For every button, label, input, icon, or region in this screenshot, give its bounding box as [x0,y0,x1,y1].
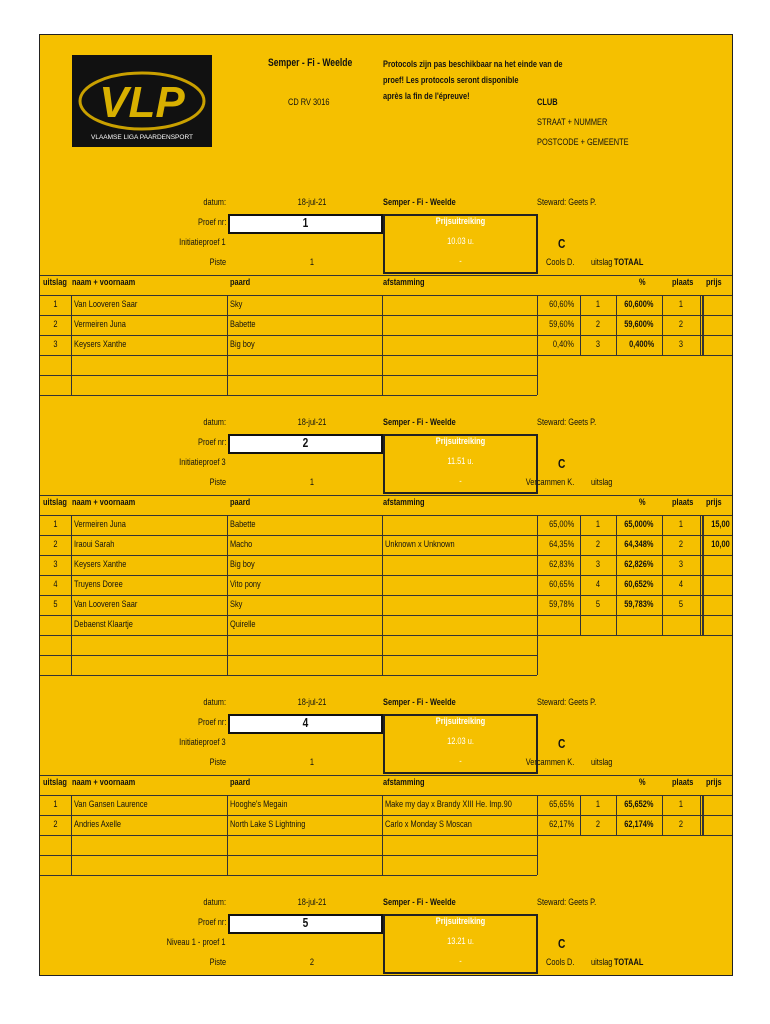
row-line [40,375,537,376]
piste-value: 1 [309,477,315,488]
prijsuitreiking-label: Prijsuitreiking [435,916,486,927]
col-uitslag: uitslag [43,777,67,788]
piste-label: Piste [209,957,226,968]
totaal-label: TOTAAL [614,257,644,268]
row-line [40,795,732,796]
row-prijs: 15,00 [711,519,730,530]
prijsuitreiking-label: Prijsuitreiking [435,436,486,447]
row-rider-name: Keysers Xanthe [74,559,127,570]
notice-line-2: proef! Les protocols seront disponible [383,75,519,86]
row-line [40,635,732,636]
row-line [40,595,732,596]
piste-value: 2 [309,957,315,968]
row-plaats: 3 [678,559,684,570]
row-total: 62,826% [624,559,654,570]
col-naam: naam + voornaam [72,777,136,788]
piste-label: Piste [209,757,226,768]
col-line [537,515,538,675]
col-prijs: prijs [706,777,722,788]
row-plaats: 4 [678,579,684,590]
prijsuitreiking-dash: - [459,956,462,967]
judge-class: C [558,936,566,951]
vlp-logo [72,55,212,147]
judge-class: C [558,736,566,751]
piste-value: 1 [309,757,315,768]
judge-name: Vercammen K. [525,477,574,488]
col-afstamming: afstamming [383,777,425,788]
prijsuitreiking-dash: - [459,756,462,767]
row-line [40,675,537,676]
row-line [40,335,732,336]
row-plaats: 2 [678,819,684,830]
row-total: 59,783% [624,599,654,610]
col-pct: % [639,497,646,508]
row-total: 0,400% [628,339,654,350]
row-percentage: 60,65% [548,579,574,590]
row-plaats: 1 [678,299,684,310]
col-line [71,295,72,395]
row-place: 2 [595,819,601,830]
col-naam: naam + voornaam [72,277,136,288]
row-plaats: 2 [678,539,684,550]
row-horse: North Lake S Lightning [230,819,306,830]
proef-number: 4 [302,715,309,730]
row-place: 3 [595,339,601,350]
section-date: 18-jul-21 [297,697,327,708]
col-afstamming: afstamming [383,497,425,508]
col-line [662,795,663,835]
col-line [382,515,383,675]
uitslag-sub-label: uitslag [591,477,613,488]
row-position: 5 [53,599,58,610]
event-code: CD RV 3016 [288,97,330,108]
club-postcode: POSTCODE + GEMEENTE [537,137,629,148]
col-line [580,795,581,835]
row-line [40,535,732,536]
col-paard: paard [230,277,251,288]
col-line [382,795,383,875]
row-position: 3 [53,339,58,350]
row-total: 59,600% [624,319,654,330]
proef-number: 2 [302,435,309,450]
col-line [580,295,581,355]
col-line [537,795,538,875]
row-line [40,555,732,556]
event-name: Semper - Fi - Weelde [383,197,456,208]
judge-class: C [558,456,566,471]
prijsuitreiking-time: 10.03 u. [447,236,474,247]
row-line [40,315,732,316]
header-line [40,275,732,276]
row-rider-name: Truyens Doree [74,579,123,590]
col-line [71,515,72,675]
col-line [537,295,538,395]
row-total: 65,652% [624,799,654,810]
col-line [700,515,701,635]
row-place: 2 [595,539,601,550]
row-rider-name: Vermeiren Juna [74,319,126,330]
row-line [40,295,732,296]
col-line [227,795,228,875]
header-line [40,775,732,776]
prijs-border [702,515,704,635]
datum-label: datum: [203,897,226,908]
steward-label: Steward: Geets P. [537,897,597,908]
row-horse: Quirelle [230,619,256,630]
event-name: Semper - Fi - Weelde [383,897,456,908]
col-pct: % [639,777,646,788]
prijsuitreiking-dash: - [459,256,462,267]
row-rider-name: Van Gansen Laurence [74,799,148,810]
club-label: CLUB [537,97,558,108]
row-pedigree: Make my day x Brandy XIII He. Imp.90 [385,799,512,810]
prijs-border [702,295,704,355]
row-rider-name: Debaenst Klaartje [74,619,133,630]
row-percentage: 60,60% [548,299,574,310]
row-rider-name: Vermeiren Juna [74,519,126,530]
steward-label: Steward: Geets P. [537,417,597,428]
row-pedigree: Carlo x Monday S Moscan [385,819,472,830]
row-line [40,575,732,576]
steward-label: Steward: Geets P. [537,697,597,708]
judge-name: Cools D. [545,257,574,268]
row-horse: Hooghe's Megain [230,799,288,810]
row-horse: Babette [230,519,256,530]
proef-number: 5 [302,915,309,930]
col-prijs: prijs [706,497,722,508]
col-afstamming: afstamming [383,277,425,288]
row-position: 2 [53,539,58,550]
row-total: 64,348% [624,539,654,550]
col-line [732,795,733,835]
event-title: Semper - Fi - Weelde [268,57,353,69]
row-plaats: 5 [678,599,684,610]
row-percentage: 0,40% [552,339,574,350]
row-line [40,615,732,616]
col-uitslag: uitslag [43,497,67,508]
section-date: 18-jul-21 [297,417,327,428]
prijsuitreiking-time: 13.21 u. [447,936,474,947]
datum-label: datum: [203,197,226,208]
row-percentage: 65,00% [548,519,574,530]
row-percentage: 64,35% [548,539,574,550]
header-line [40,495,732,496]
col-plaats: plaats [672,277,694,288]
col-line [732,295,733,355]
col-plaats: plaats [672,497,694,508]
prijs-border [702,795,704,835]
row-position: 2 [53,319,58,330]
row-position: 4 [53,579,58,590]
row-place: 2 [595,319,601,330]
col-line [227,515,228,675]
row-percentage: 65,65% [548,799,574,810]
proef-label: Proef nr: [197,917,226,928]
uitslag-sub-label: uitslag [591,957,613,968]
col-line [382,295,383,395]
row-line [40,835,732,836]
col-line [700,295,701,355]
row-rider-name: Van Looveren Saar [74,299,138,310]
col-line [227,295,228,395]
club-street: STRAAT + NUMMER [537,117,608,128]
row-horse: Macho [230,539,253,550]
piste-label: Piste [209,257,226,268]
proef-label: Proef nr: [197,217,226,228]
totaal-label: TOTAAL [614,957,644,968]
proef-label: Proef nr: [197,437,226,448]
row-position: 2 [53,819,58,830]
row-position: 3 [53,559,58,570]
logo-caption: VLAAMSE LIGA PAARDENSPORT [91,134,193,141]
uitslag-sub-label: uitslag [591,257,613,268]
row-line [40,855,537,856]
row-horse: Sky [230,599,243,610]
row-position: 1 [53,299,58,310]
col-line [616,515,617,635]
row-rider-name: Iraoui Sarah [74,539,115,550]
row-percentage: 59,78% [548,599,574,610]
datum-label: datum: [203,417,226,428]
row-place: 4 [595,579,601,590]
col-paard: paard [230,497,251,508]
col-line [616,795,617,835]
col-line [71,795,72,875]
datum-label: datum: [203,697,226,708]
col-line [662,515,663,635]
col-paard: paard [230,777,251,788]
col-pct: % [639,277,646,288]
judge-name: Vercammen K. [525,757,574,768]
proef-name: Initiatieproef 3 [179,737,226,748]
row-percentage: 62,17% [548,819,574,830]
row-total: 60,600% [624,299,654,310]
row-pedigree: Unknown x Unknown [385,539,455,550]
row-place: 5 [595,599,601,610]
proef-number: 1 [302,215,309,230]
row-line [40,655,537,656]
col-line [732,515,733,635]
notice-line-3: après la fin de l'épreuve! [383,91,470,102]
row-total: 62,174% [624,819,654,830]
row-position: 1 [53,799,58,810]
row-rider-name: Keysers Xanthe [74,339,127,350]
results-sheet [39,34,733,976]
row-horse: Big boy [230,339,255,350]
uitslag-sub-label: uitslag [591,757,613,768]
row-horse: Big boy [230,559,255,570]
section-date: 18-jul-21 [297,897,327,908]
col-line [580,515,581,635]
col-prijs: prijs [706,277,722,288]
row-plaats: 1 [678,519,684,530]
prijsuitreiking-label: Prijsuitreiking [435,216,486,227]
event-name: Semper - Fi - Weelde [383,417,456,428]
row-place: 3 [595,559,601,570]
event-name: Semper - Fi - Weelde [383,697,456,708]
proef-name: Niveau 1 - proef 1 [167,937,226,948]
prijsuitreiking-time: 12.03 u. [447,736,474,747]
row-horse: Vito pony [230,579,261,590]
row-percentage: 59,60% [548,319,574,330]
col-line [616,295,617,355]
notice-line-1: Protocols zijn pas beschikbaar na het einde van de [383,59,563,70]
row-rider-name: Andries Axelle [74,819,121,830]
row-place: 1 [595,519,601,530]
row-horse: Sky [230,299,243,310]
section-date: 18-jul-21 [297,197,327,208]
col-line [700,795,701,835]
row-line [40,395,537,396]
row-place: 1 [595,799,601,810]
proef-label: Proef nr: [197,717,226,728]
proef-name: Initiatieproef 3 [179,457,226,468]
piste-value: 1 [309,257,315,268]
logo-letters: VLP [99,78,185,127]
row-plaats: 1 [678,799,684,810]
row-total: 65,000% [624,519,654,530]
judge-class: C [558,236,566,251]
row-line [40,515,732,516]
col-naam: naam + voornaam [72,497,136,508]
col-uitslag: uitslag [43,277,67,288]
col-plaats: plaats [672,777,694,788]
row-percentage: 62,83% [548,559,574,570]
row-prijs: 10,00 [711,539,730,550]
judge-name: Cools D. [545,957,574,968]
prijsuitreiking-time: 11.51 u. [447,456,474,467]
proef-name: Initiatieproef 1 [179,237,226,248]
row-place: 1 [595,299,601,310]
prijsuitreiking-label: Prijsuitreiking [435,716,486,727]
steward-label: Steward: Geets P. [537,197,597,208]
row-rider-name: Van Looveren Saar [74,599,138,610]
row-total: 60,652% [624,579,654,590]
row-plaats: 3 [678,339,684,350]
prijsuitreiking-dash: - [459,476,462,487]
row-plaats: 2 [678,319,684,330]
row-position: 1 [53,519,58,530]
row-line [40,355,732,356]
piste-label: Piste [209,477,226,488]
row-line [40,875,537,876]
col-line [662,295,663,355]
row-horse: Babette [230,319,256,330]
row-line [40,815,732,816]
vlp-logo-graphic [72,55,212,147]
